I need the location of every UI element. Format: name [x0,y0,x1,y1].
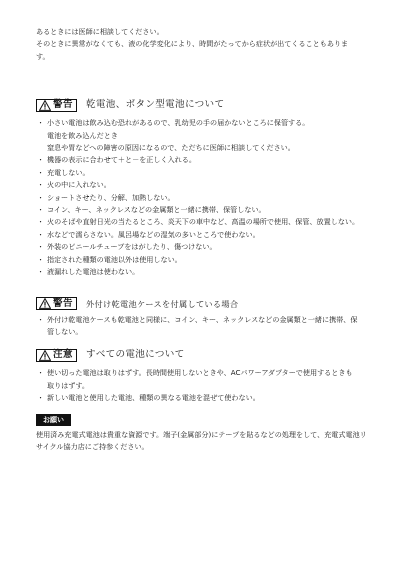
item-text: 外装のビニールチューブをはがしたり、傷つけない。 [47,242,217,252]
bullet: ・ [37,229,45,239]
list-item [36,179,386,191]
item-text: 水などで濡らさない。風呂場などの湿気の多いところで使わない。 [47,229,260,239]
section-title: 乾電池、ボタン型電池について [86,99,225,111]
section-all-batteries [36,346,386,404]
section-request [36,407,386,454]
warning-triangle-icon [39,298,51,309]
section-header [36,346,386,364]
item-text: 火の中に入れない。 [47,180,111,190]
list-item [36,216,386,228]
warning-list [36,314,386,339]
item-text: 使い切った電池は取りはずす。長時間使用しないときや、ACパワーアダプターで使用するときも [47,368,353,378]
bullet: ・ [37,267,45,277]
list-item [36,154,386,166]
list-item [36,266,386,278]
page-content [36,26,386,453]
bullet: ・ [37,167,45,177]
list-item [36,117,386,129]
list-item [36,254,386,266]
list-item [36,167,386,179]
caution-list [36,367,386,404]
list-item [36,241,386,253]
list-item [36,204,386,216]
caution-triangle-icon [39,350,51,361]
section-title: 外付け乾電池ケースを付属している場合 [86,298,239,309]
sub-text: 窒息や胃などへの障害の原因になるので、ただちに医師に相談してください。 [47,143,295,153]
sub-heading: 電池を飲み込んだとき [47,130,118,140]
caution-badge [36,349,77,362]
item-text: ショートさせたり、分解、加熱しない。 [47,192,175,202]
list-item [36,367,386,379]
item-continuation: 管しない。 [47,326,83,336]
item-text: 新しい電池と使用した電池、種類の異なる電池を混ぜて使わない。 [47,393,260,403]
item-text: 小さい電池は飲み込む恐れがあるので、乳幼児の手の届かないところに保管する。 [47,118,310,128]
list-item [36,392,386,404]
bullet: ・ [37,180,45,190]
intro-line-2: そのときに異常がなくても、液の化学変化により、時間がたってから症状が出てくることもありま [36,39,349,49]
bullet: ・ [37,205,45,215]
item-continuation: 取りはずす。 [47,380,89,390]
list-item [36,229,386,241]
warning-label: 警告 [53,297,74,309]
bullet: ・ [37,393,45,403]
item-text: 機器の表示に合わせて＋と－を正しく入れる。 [47,155,196,165]
warning-badge [36,99,77,112]
section-header [36,295,386,313]
request-line-1: 使用済み充電式電池は貴重な資源です。端子(金属部分)にテープを貼るなどの処理をして、充電式電池リ [36,429,367,439]
intro-line-3: す。 [36,51,50,61]
bullet: ・ [37,314,45,324]
bullet: ・ [37,118,45,128]
item-text: 火のそばや直射日光の当たるところ、炎天下の車中など、高温の場所で使用、保管、放置しない。 [47,217,360,227]
bullet: ・ [37,368,45,378]
caution-label: 注意 [53,349,74,361]
request-badge: お願い [36,414,71,426]
warning-badge [36,297,77,310]
bullet: ・ [37,155,45,165]
warning-list [36,117,386,278]
item-text: 充電しない。 [47,167,90,177]
bullet: ・ [37,242,45,252]
bullet: ・ [37,254,45,264]
bullet: ・ [37,192,45,202]
intro-line-1: あるときには医師に相談してください。 [36,27,164,36]
item-text: コイン、キー、ネックレスなどの金属類と一緒に携帯、保管しない。 [47,205,266,215]
list-item [36,192,386,204]
section-external-case [36,295,386,339]
warning-triangle-icon [39,100,51,111]
section-batteries [36,96,386,278]
bullet: ・ [37,217,45,227]
request-line-2: サイクル協力店にご持参ください。 [36,441,149,451]
section-title: すべての電池について [86,349,185,361]
item-text: 指定された種類の電池以外は使用しない。 [47,254,182,264]
warning-label: 警告 [53,99,74,111]
list-item [36,314,386,326]
section-header [36,96,386,114]
item-text: 液漏れした電池は使わない。 [47,267,140,277]
item-text: 外付け乾電池ケースも乾電池と同様に、コイン、キー、ネックレスなどの金属類と一緒に携帯、保 [47,314,358,324]
